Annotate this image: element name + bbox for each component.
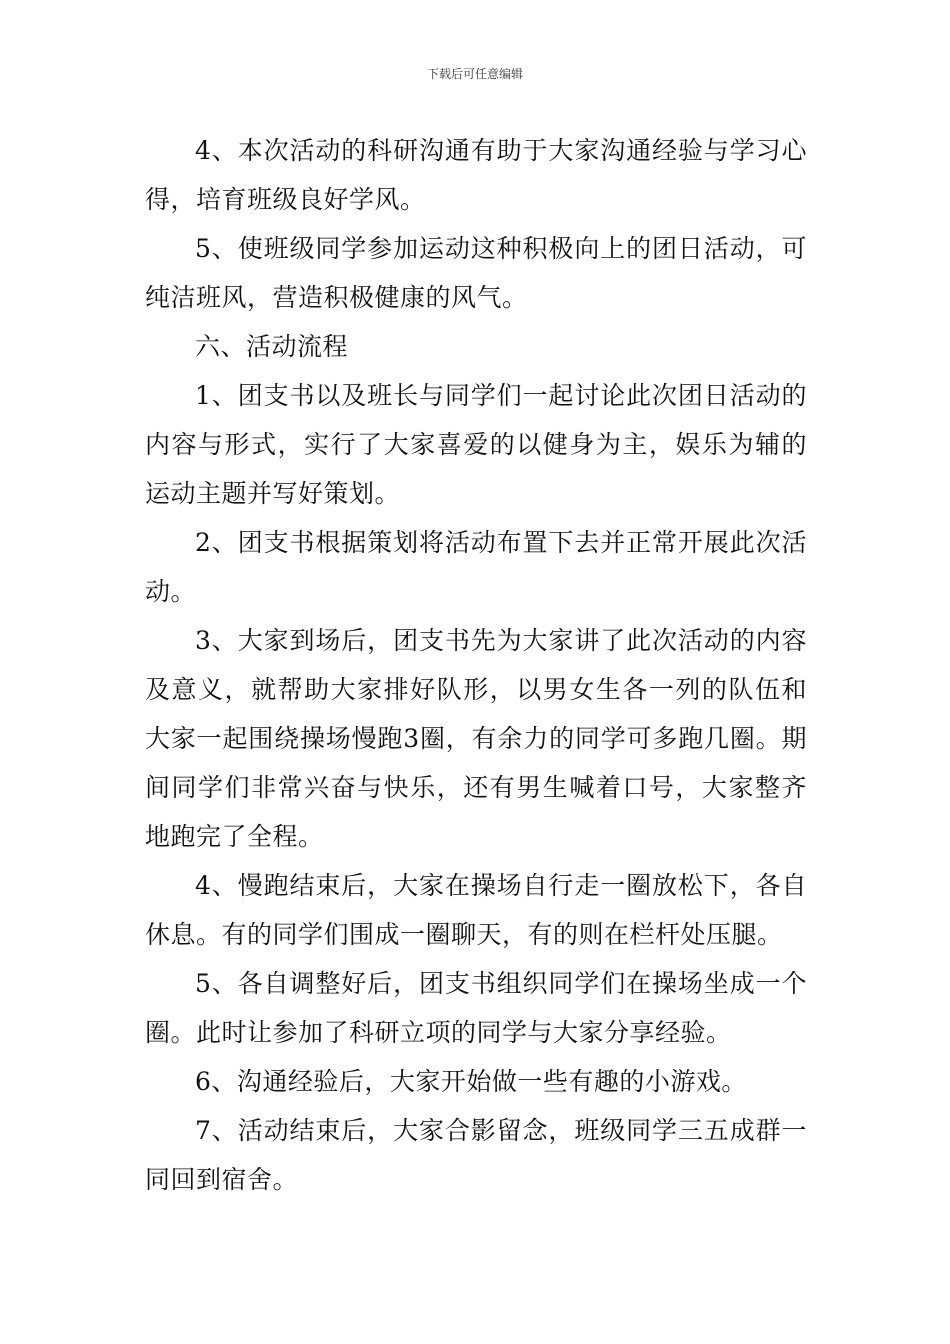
paragraph-step-1: 1、团支书以及班长与同学们一起讨论此次团日活动的内容与形式，实行了大家喜爱的以健身为主，娱乐为辅的运动主题并写好策划。 [145, 381, 807, 508]
paragraph-item-5: 5、使班级同学参加运动这种积极向上的团日活动，可纯洁班风，营造积极健康的风气。 [145, 234, 807, 312]
document-body [145, 126, 807, 1204]
paragraph-step-2: 2、团支书根据策划将活动布置下去并正常开展此次活动。 [145, 528, 807, 606]
paragraph-step-4: 4、慢跑结束后，大家在操场自行走一圈放松下，各自休息。有的同学们围成一圈聊天，有的则在栏杆处压腿。 [145, 871, 807, 949]
paragraph-step-3: 3、大家到场后，团支书先为大家讲了此次活动的内容及意义，就帮助大家排好队形，以男女生各一列的队伍和大家一起围绕操场慢跑3圈，有余力的同学可多跑几圈。期间同学们非常兴奋与快乐，还有男生喊着口号，大家整齐地跑完了全程。 [145, 626, 807, 851]
section-heading: 六、活动流程 [195, 332, 349, 361]
paragraph-step-5: 5、各自调整好后，团支书组织同学们在操场坐成一个圈。此时让参加了科研立项的同学与大家分享经验。 [145, 969, 807, 1047]
page-header: 下载后可任意编辑 [426, 67, 523, 81]
paragraph-step-7: 7、活动结束后，大家合影留念，班级同学三五成群一同回到宿舍。 [145, 1116, 807, 1194]
paragraph-step-6: 6、沟通经验后，大家开始做一些有趣的小游戏。 [195, 1067, 747, 1096]
paragraph-item-4: 4、本次活动的科研沟通有助于大家沟通经验与学习心得，培育班级良好学风。 [145, 136, 807, 214]
